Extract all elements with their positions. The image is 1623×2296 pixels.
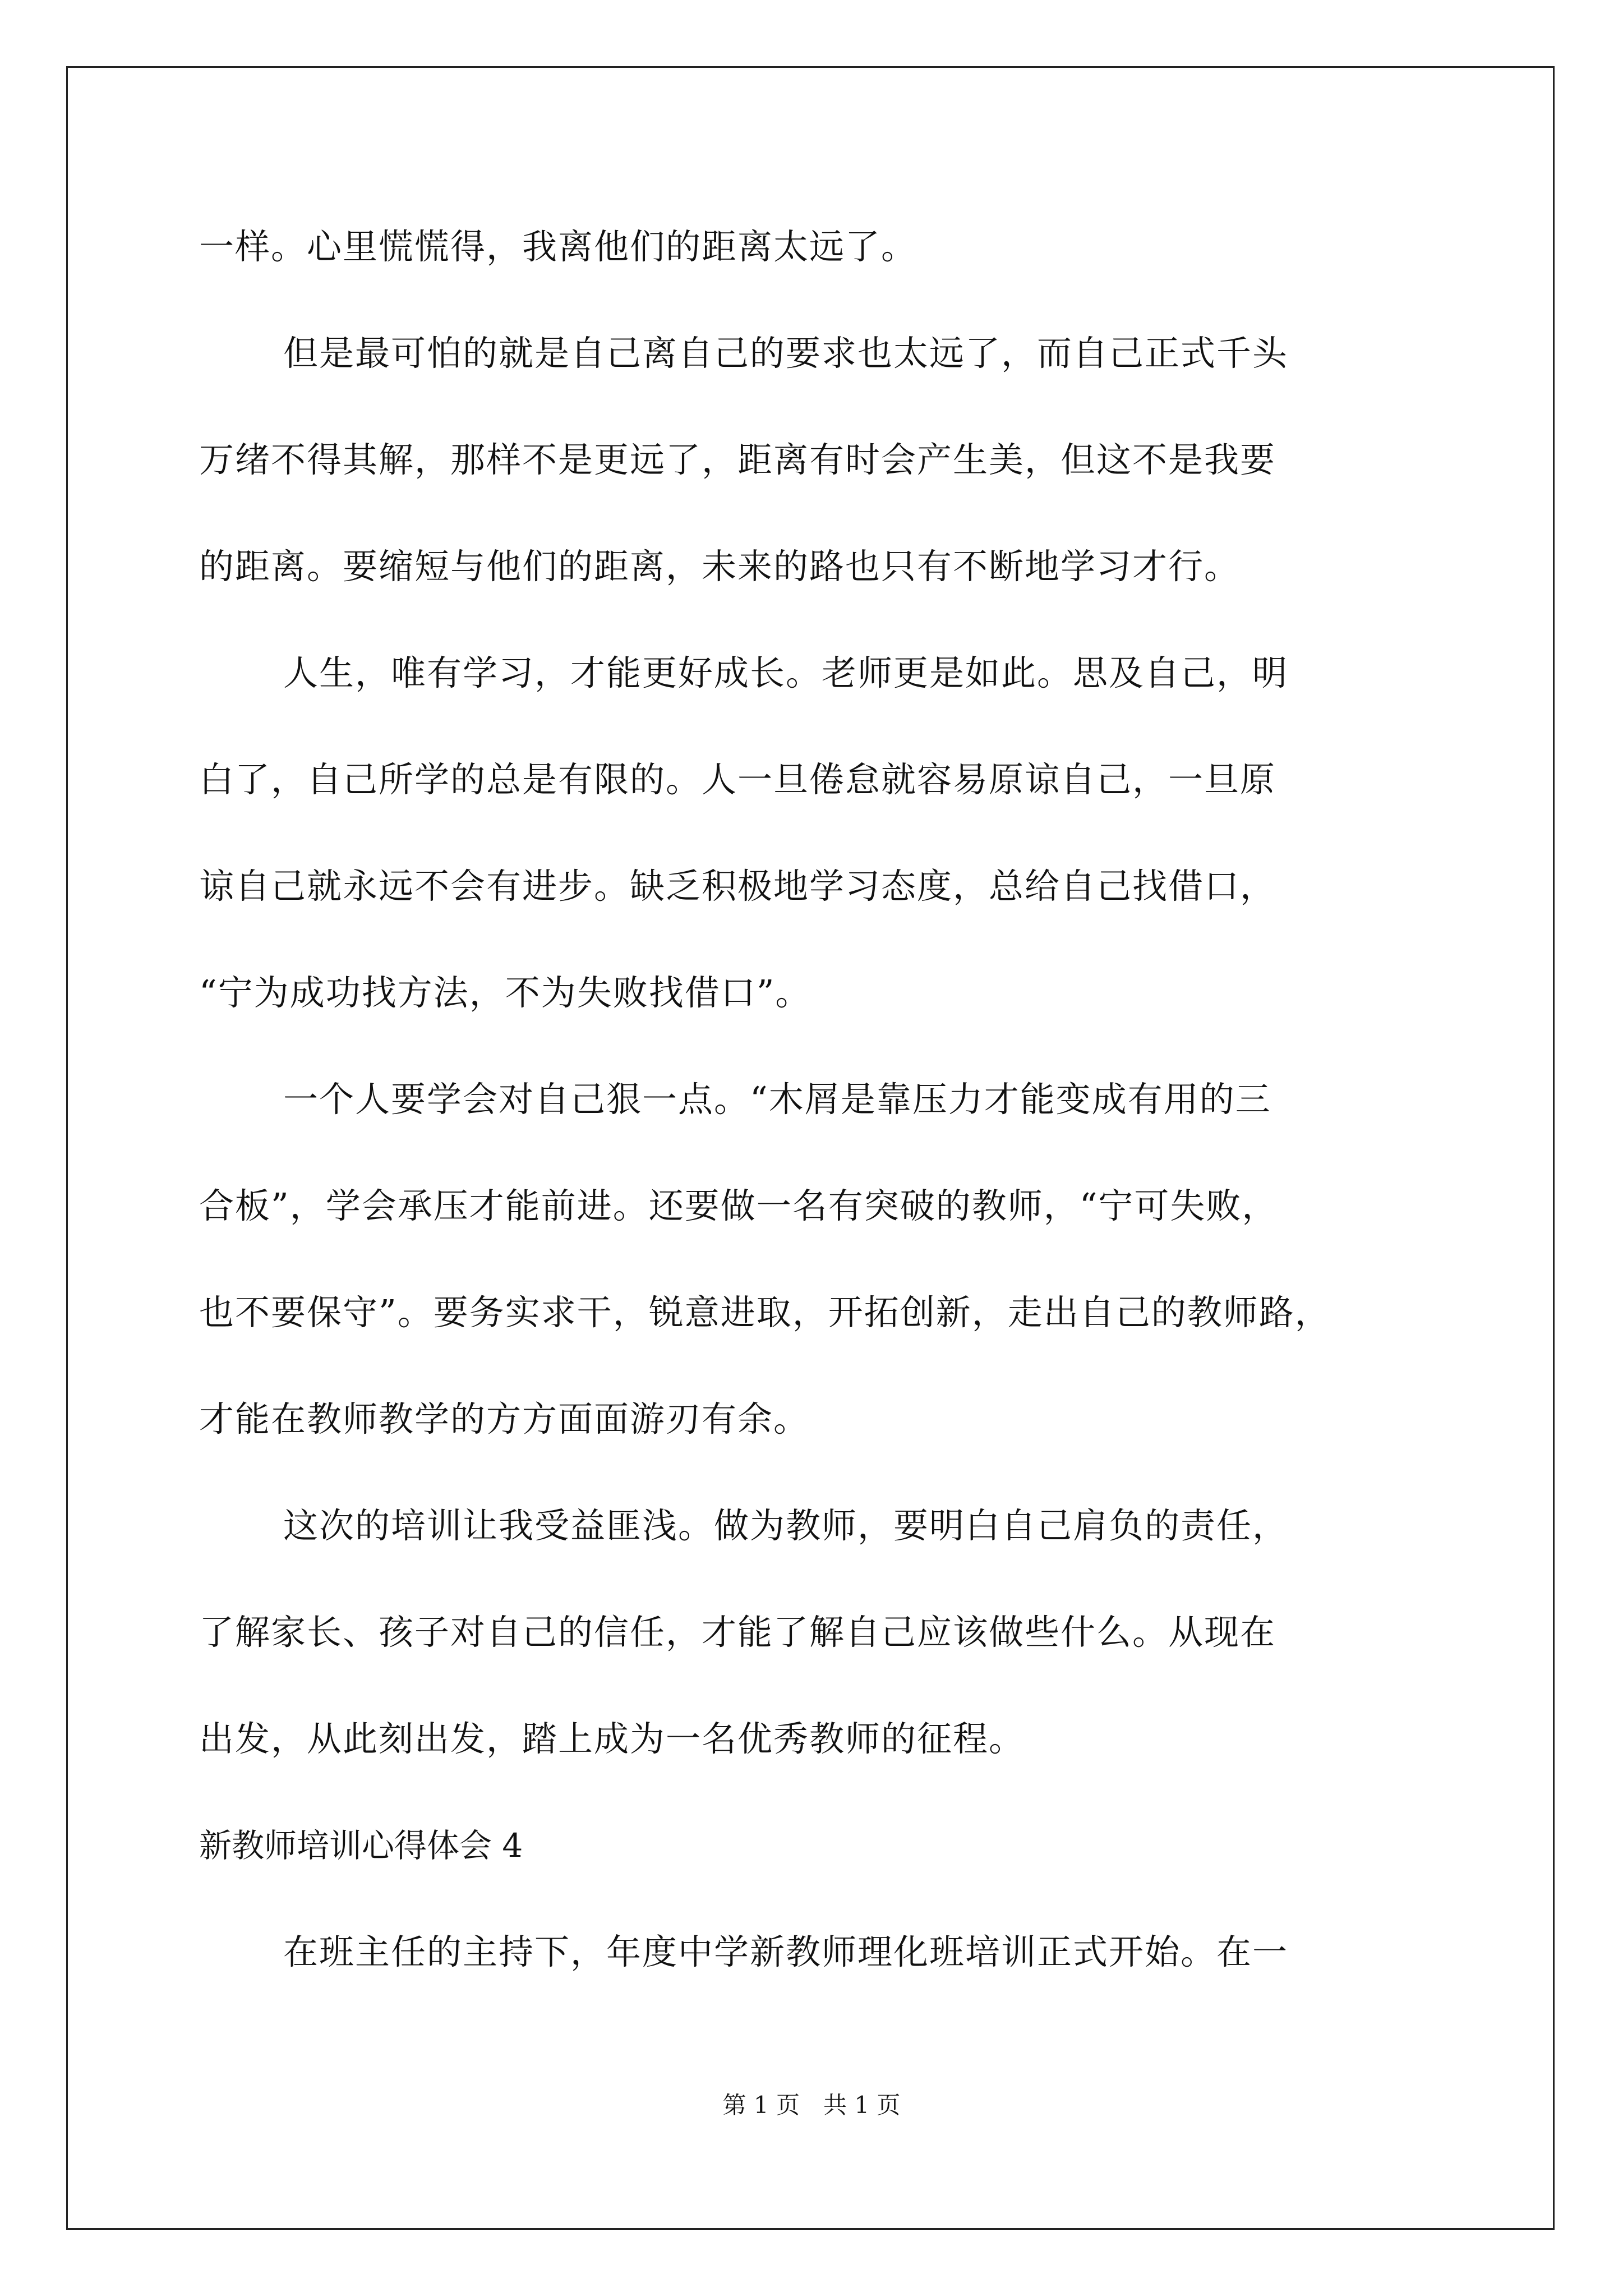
text-line: 出发，从此刻出发，踏上成为一名优秀教师的征程。 bbox=[199, 1718, 1025, 1759]
paragraph-start-line: 这次的培训让我受益匪浅。做为教师，要明白自己肩负的责任， bbox=[283, 1505, 1289, 1546]
text-line: 白了，自己所学的总是有限的。人一旦倦怠就容易原谅自己，一旦原 bbox=[199, 759, 1276, 800]
text-line: 谅自己就永远不会有进步。缺乏积极地学习态度，总给自己找借口， bbox=[199, 866, 1276, 907]
paragraph-start-line: 人生，唯有学习，才能更好成长。老师更是如此。思及自己，明 bbox=[283, 652, 1289, 693]
text-line: 也不要保守”。要务实求干，锐意进取，开拓创新，走出自己的教师路， bbox=[199, 1292, 1331, 1333]
text-line: 才能在教师教学的方方面面游刃有余。 bbox=[199, 1398, 810, 1439]
paragraph-start-line: 在班主任的主持下，年度中学新教师理化班培训正式开始。在一 bbox=[283, 1931, 1289, 1972]
paragraph-start-line: 一个人要学会对自己狠一点。“木屑是靠压力才能变成有用的三 bbox=[283, 1079, 1271, 1120]
text-line: 了解家长、孩子对自己的信任，才能了解自己应该做些什么。从现在 bbox=[199, 1612, 1276, 1653]
text-line: 合板”，学会承压才能前进。还要做一名有突破的教师，“宁可失败， bbox=[199, 1185, 1278, 1226]
paragraph-start-line: 但是最可怕的就是自己离自己的要求也太远了，而自己正式千头 bbox=[283, 333, 1289, 374]
page-border bbox=[66, 66, 1555, 2230]
page-number-footer: 第 1 页 共 1 页 bbox=[722, 2091, 901, 2119]
section-heading: 新教师培训心得体会 4 bbox=[199, 1826, 523, 1865]
text-line: 一样。心里慌慌得，我离他们的距离太远了。 bbox=[199, 226, 917, 267]
text-line: 万绪不得其解，那样不是更远了，距离有时会产生美，但这不是我要 bbox=[199, 439, 1276, 480]
text-line: “宁为成功找方法，不为失败找借口”。 bbox=[199, 972, 811, 1013]
text-line: 的距离。要缩短与他们的距离，未来的路也只有不断地学习才行。 bbox=[199, 546, 1241, 587]
